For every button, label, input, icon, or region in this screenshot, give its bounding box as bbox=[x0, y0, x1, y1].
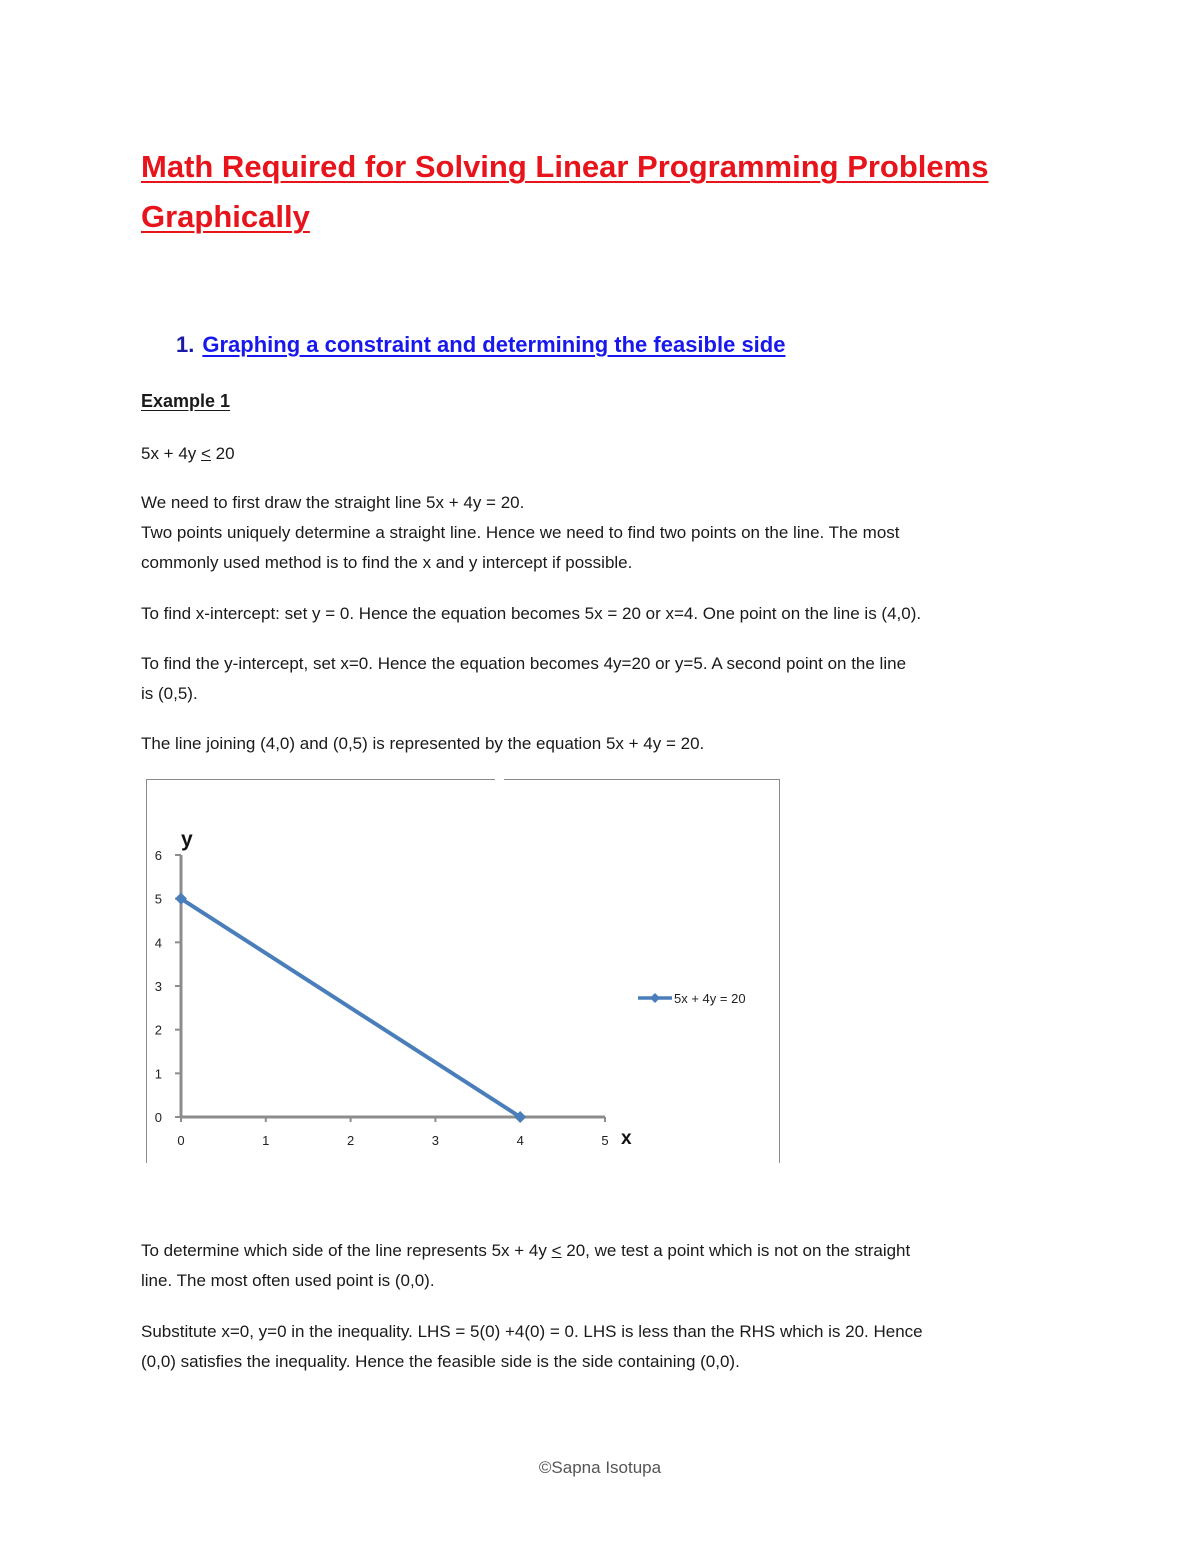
y-tick-label: 1 bbox=[154, 1066, 162, 1082]
paragraph-6-line-2: line. The most often used point is (0,0). bbox=[141, 1271, 435, 1290]
x-tick-label: 0 bbox=[177, 1133, 185, 1148]
y-tick-label: 4 bbox=[154, 935, 162, 951]
y-tick-label: 3 bbox=[154, 979, 162, 994]
y-tick-label: 5 bbox=[154, 891, 162, 907]
x-tick-label: 4 bbox=[516, 1133, 524, 1148]
title-line-2: Graphically bbox=[141, 199, 310, 234]
paragraph-5: The line joining (4,0) and (0,5) is represented by the equation 5x + 4y = 20. bbox=[141, 734, 705, 753]
y-tick-label: 6 bbox=[154, 848, 162, 863]
series-line bbox=[181, 899, 520, 1117]
x-tick-label: 2 bbox=[346, 1133, 355, 1148]
inequality-rhs: 20 bbox=[210, 444, 235, 463]
paragraph-7-line-1: Substitute x=0, y=0 in the inequality. LHS = 5(0) +4(0) = 0. LHS is less than the RHS which is 20. Hence bbox=[141, 1322, 923, 1341]
paragraph-6-line-1 bbox=[141, 1236, 910, 1266]
x-tick-label: 3 bbox=[431, 1133, 440, 1148]
paragraph-7-line-2: (0,0) satisfies the inequality. Hence the feasible side is the side containing (0,0). bbox=[141, 1352, 740, 1371]
y-tick-label: 2 bbox=[154, 1022, 162, 1038]
copyright-footer: ©Sapna Isotupa bbox=[538, 1458, 662, 1477]
inequality-lhs: 5x + 4y bbox=[141, 444, 202, 463]
paragraph-2-line-1: Two points uniquely determine a straight line. Hence we need to find two points on the line. The most bbox=[141, 523, 900, 542]
example-label: Example 1 bbox=[141, 391, 231, 411]
legend-swatch-marker bbox=[650, 993, 660, 1003]
p6-operator: < bbox=[551, 1241, 562, 1260]
y-axis-title: y bbox=[181, 828, 193, 851]
legend-label: 5x + 4y = 20 bbox=[674, 991, 746, 1006]
section-number: 1. bbox=[176, 332, 195, 357]
paragraph-4-line-1: To find the y-intercept, set x=0. Hence the equation becomes 4y=20 or y=5. A second point on the line bbox=[141, 654, 907, 673]
paragraph-3: To find x-intercept: set y = 0. Hence the equation becomes 5x = 20 or x=4. One point on the line is (4,0). bbox=[141, 604, 922, 623]
p6-post: 20, we test a point which is not on the straight bbox=[561, 1241, 911, 1260]
title-line-1: Math Required for Solving Linear Programming Problems bbox=[141, 149, 989, 184]
x-tick-label: 5 bbox=[601, 1133, 609, 1148]
paragraph-2-line-2: commonly used method is to find the x and y intercept if possible. bbox=[141, 553, 633, 572]
paragraph-1: We need to first draw the straight line 5x + 4y = 20. bbox=[141, 493, 525, 512]
paragraph-4-line-2: is (0,5). bbox=[141, 684, 198, 703]
p6-pre: To determine which side of the line represents 5x + 4y bbox=[141, 1241, 552, 1260]
section-heading-link[interactable]: Graphing a constraint and determining the feasible side bbox=[202, 332, 786, 357]
x-tick-label: 1 bbox=[262, 1133, 270, 1148]
y-tick-label: 0 bbox=[154, 1110, 162, 1125]
x-axis-title: x bbox=[621, 1128, 632, 1149]
inequality-operator: < bbox=[201, 444, 211, 463]
